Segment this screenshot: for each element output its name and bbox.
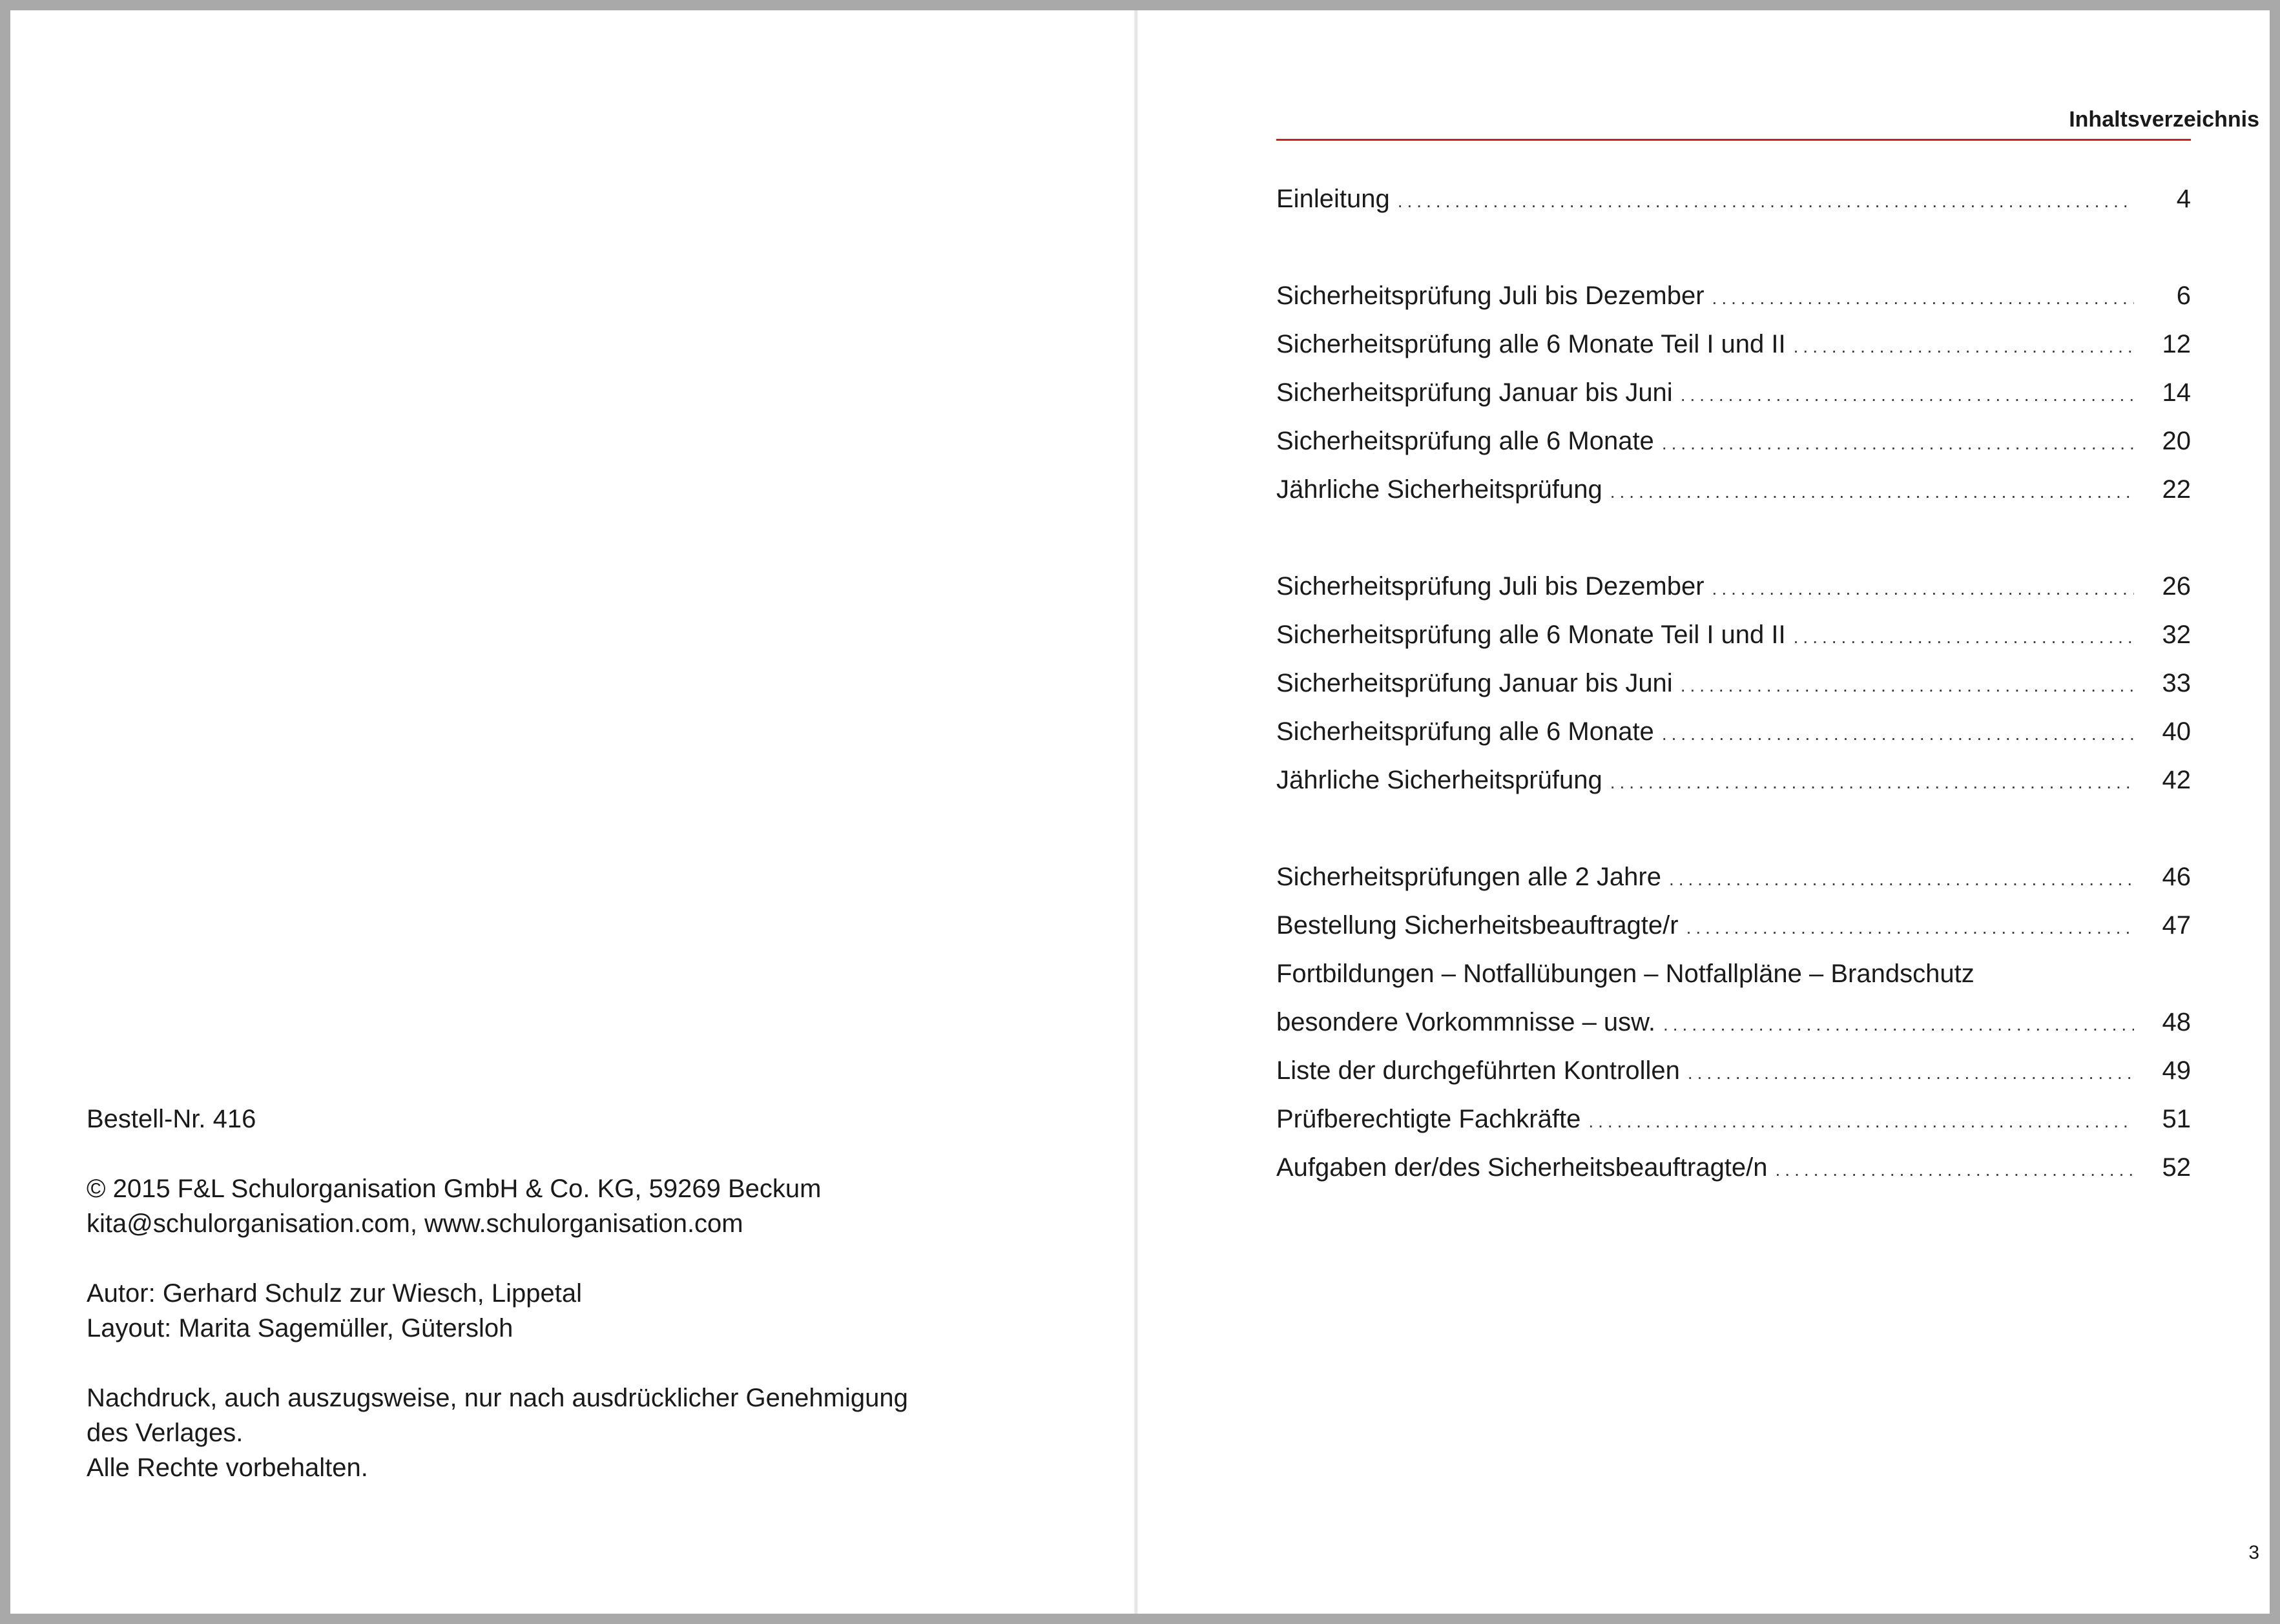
toc-entry[interactable]: [1276, 863, 2191, 911]
toc-entry[interactable]: [1276, 185, 2191, 233]
toc-entry-label: Einleitung: [1276, 185, 1390, 213]
toc-entry-page: 51: [2162, 1105, 2191, 1133]
toc-entry-label: Aufgaben der/des Sicherheitsbeauftragte/n: [1276, 1153, 1768, 1182]
toc-entry-page: 48: [2162, 1008, 2191, 1036]
toc-entry-label: Sicherheitsprüfung alle 6 Monate: [1276, 427, 1654, 455]
dot-leader: [1588, 1111, 2134, 1132]
toc-entry-label: Bestellung Sicherheitsbeauftragte/r: [1276, 911, 1679, 940]
toc-entry[interactable]: [1276, 378, 2191, 427]
dot-leader: [1398, 191, 2134, 212]
order-number: Bestell-Nr. 416: [87, 1105, 256, 1133]
toc-entry-page: 40: [2162, 717, 2191, 746]
dot-leader: [1712, 579, 2134, 599]
dot-leader: [1662, 433, 2134, 454]
toc-entry-page: 52: [2162, 1153, 2191, 1182]
dot-leader: [1686, 918, 2134, 938]
toc-entry-label: Sicherheitsprüfung Januar bis Juni: [1276, 378, 1673, 407]
reprint-notice-line-1: Nachdruck, auch auszugsweise, nur nach ausdrücklicher Genehmigung: [87, 1384, 908, 1412]
toc-entry-page: 14: [2162, 378, 2191, 407]
toc-entry-page: 22: [2162, 475, 2191, 504]
imprint-block: [87, 1102, 1055, 1485]
spacer: [87, 1346, 1055, 1381]
toc-entry-label: Liste der durchgeführten Kontrollen: [1276, 1056, 1680, 1085]
page-number: 3: [2248, 1542, 2259, 1563]
dot-leader: [1794, 336, 2134, 357]
spacer: [87, 1241, 1055, 1276]
rights-reserved-line: Alle Rechte vorbehalten.: [87, 1454, 368, 1482]
spacer: [87, 1136, 1055, 1171]
toc-heading: Inhaltsverzeichnis: [2069, 107, 2259, 132]
toc-entry[interactable]: [1276, 621, 2191, 669]
toc-entry-label: Sicherheitsprüfung alle 6 Monate Teil I und II: [1276, 621, 1786, 649]
toc-entry-label: Sicherheitsprüfung alle 6 Monate Teil I und II: [1276, 330, 1786, 358]
dot-leader: [1688, 1063, 2134, 1084]
toc-entry-label: Jährliche Sicherheitsprüfung: [1276, 475, 1602, 504]
toc-entry-label: Fortbildungen – Notfallübungen – Notfallpläne – Brandschutz: [1276, 960, 1974, 988]
dot-leader: [1669, 869, 2134, 890]
toc-entry-page: 20: [2162, 427, 2191, 455]
layout-credit-line: Layout: Marita Sagemüller, Gütersloh: [87, 1314, 513, 1342]
toc-entry-label: Sicherheitsprüfung Juli bis Dezember: [1276, 282, 1705, 310]
toc-entry-label: Sicherheitsprüfung Januar bis Juni: [1276, 669, 1673, 697]
toc-entry[interactable]: [1276, 1153, 2191, 1202]
left-page: [10, 10, 1134, 1614]
toc-entry[interactable]: [1276, 717, 2191, 766]
toc-entry-label: besondere Vorkommnisse – usw.: [1276, 1008, 1655, 1036]
toc-entry-page: 26: [2162, 572, 2191, 601]
toc-entry[interactable]: [1276, 282, 2191, 330]
toc-entry[interactable]: [1276, 1008, 2191, 1056]
toc-entry-label: Prüfberechtigte Fachkräfte: [1276, 1105, 1581, 1133]
toc-entry-page: 6: [2176, 282, 2191, 310]
dot-leader: [1662, 724, 2134, 745]
table-of-contents: [1276, 185, 2191, 1202]
toc-entry[interactable]: [1276, 766, 2191, 814]
toc-entry-page: 49: [2162, 1056, 2191, 1085]
toc-entry-page: 4: [2176, 185, 2191, 213]
dot-leader: [1681, 675, 2134, 696]
dot-leader: [1663, 1014, 2134, 1035]
toc-entry-page: 42: [2162, 766, 2191, 794]
toc-entry[interactable]: [1276, 475, 2191, 524]
toc-entry-page: 32: [2162, 621, 2191, 649]
dot-leader: [1610, 772, 2134, 793]
toc-entry[interactable]: [1276, 330, 2191, 378]
dot-leader: [1794, 627, 2134, 648]
heading-rule: [1276, 139, 2191, 141]
toc-entry-label: Sicherheitsprüfung alle 6 Monate: [1276, 717, 1654, 746]
toc-entry-page: 12: [2162, 330, 2191, 358]
reprint-notice-line-2: des Verlages.: [87, 1419, 244, 1447]
toc-entry[interactable]: [1276, 911, 2191, 960]
toc-entry-page: 33: [2162, 669, 2191, 697]
toc-entry[interactable]: [1276, 1105, 2191, 1153]
author-line: Autor: Gerhard Schulz zur Wiesch, Lippetal: [87, 1279, 583, 1308]
toc-entry[interactable]: [1276, 1056, 2191, 1105]
toc-entry-page: 46: [2162, 863, 2191, 891]
dot-leader: [1712, 288, 2134, 309]
dot-leader: [1610, 482, 2134, 502]
toc-entry[interactable]: [1276, 427, 2191, 475]
dot-leader: [1776, 1160, 2134, 1180]
copyright-line: © 2015 F&L Schulorganisation GmbH & Co. KG, 59269 Beckum: [87, 1175, 822, 1203]
right-page: [1138, 10, 2270, 1614]
toc-entry-continued[interactable]: [1276, 960, 2191, 1008]
toc-entry[interactable]: [1276, 572, 2191, 621]
toc-entry-label: Jährliche Sicherheitsprüfung: [1276, 766, 1602, 794]
toc-entry-label: Sicherheitsprüfungen alle 2 Jahre: [1276, 863, 1661, 891]
contact-line: kita@schulorganisation.com, www.schulorganisation.com: [87, 1209, 743, 1238]
dot-leader: [1681, 385, 2134, 406]
toc-entry-label: Sicherheitsprüfung Juli bis Dezember: [1276, 572, 1705, 601]
toc-entry-page: 47: [2162, 911, 2191, 940]
toc-entry[interactable]: [1276, 669, 2191, 717]
